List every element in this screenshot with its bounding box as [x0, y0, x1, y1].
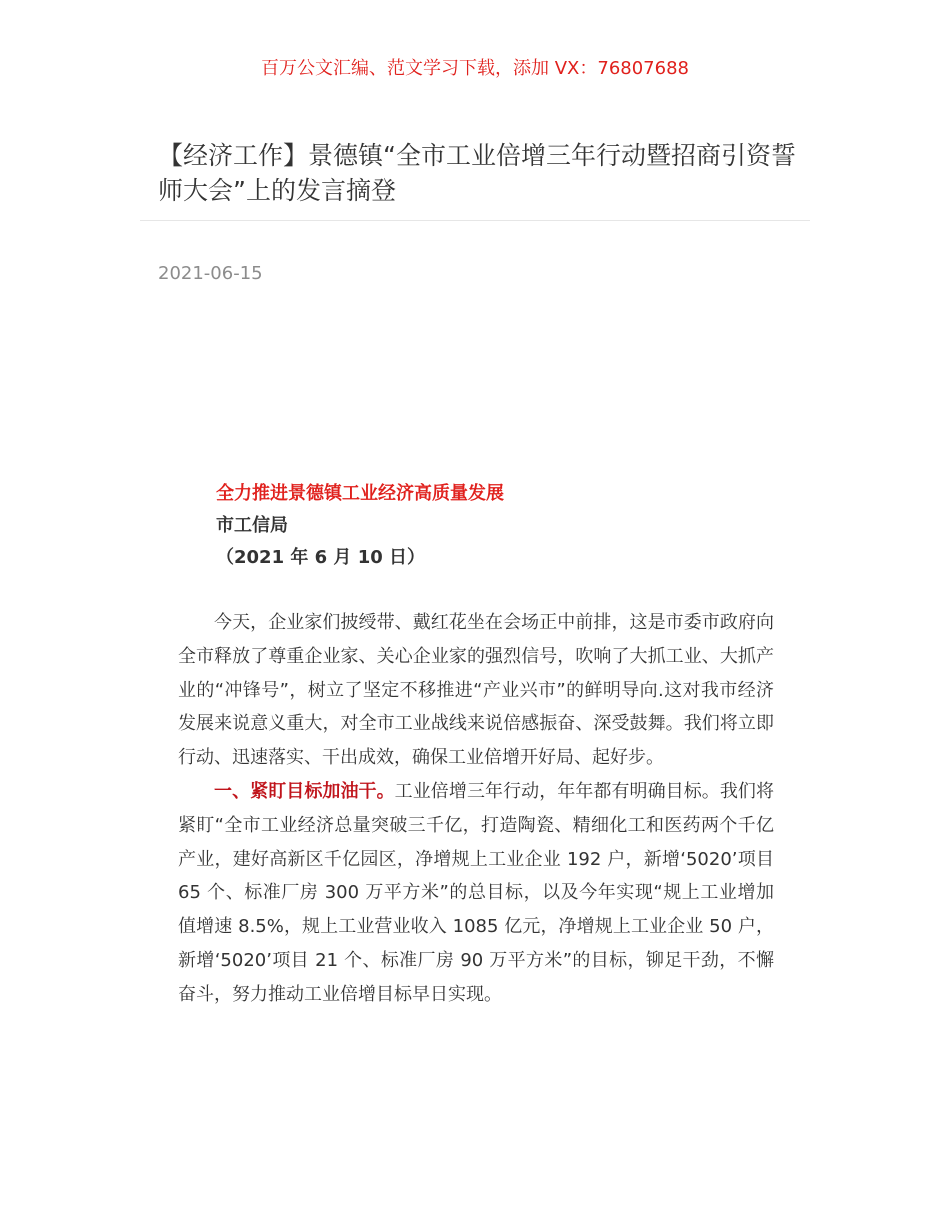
body-paragraph — [178, 775, 774, 1012]
title-divider — [140, 220, 810, 221]
body-paragraph — [178, 606, 774, 775]
section-lead: 一、紧盯目标加油干。 — [214, 780, 395, 802]
article-title: 【经济工作】景德镇“全市工业倍增三年行动暨招商引资誓师大会”上的发言摘登 — [158, 141, 796, 205]
publish-date: 2021-06-15 — [158, 263, 263, 284]
speech-heading: 全力推进景德镇工业经济高质量发展 — [216, 483, 504, 504]
paragraph-text: 今天，企业家们披绶带、戴红花坐在会场正中前排，这是市委市政府向全市释放了尊重企业家、关心企业家的强烈信号，吹响了大抓工业、大抓产业的“冲锋号”，树立了坚定不移推进“产业兴市”的鲜明导向.这对我市经济发展来说意义重大，对全市工业战线来说倍感振奋、深受鼓舞。我们将立即行动、迅速落实、干出成效，确保工业倍增开好局、起好步。 — [178, 612, 774, 769]
speaker-organization: 市工信局 — [216, 515, 288, 536]
paragraph-text: 工业倍增三年行动，年年都有明确目标。我们将紧盯“全市工业经济总量突破三千亿，打造陶瓷、精细化工和医药两个千亿产业，建好高新区千亿园区，净增规上工业企业 192 户，新增‘5020’项目 65 个、标准厂房 300 万平方米”的总目标，以及今年实现“规上工业增加值增速 8.5%，规上工业营业收入 1085 亿元，净增规上工业企业 50 户，新增‘5020’项目 21 个、标准厂房 90 万平方米”的目标，铆足干劲，不懈奋斗，努力推动工业倍增目标早日实现。 — [178, 780, 775, 1005]
speech-date: （2021 年 6 月 10 日） — [216, 547, 426, 568]
promo-banner: 百万公文汇编、范文学习下载，添加 VX：76807688 — [261, 58, 689, 79]
article-body — [178, 606, 774, 1012]
